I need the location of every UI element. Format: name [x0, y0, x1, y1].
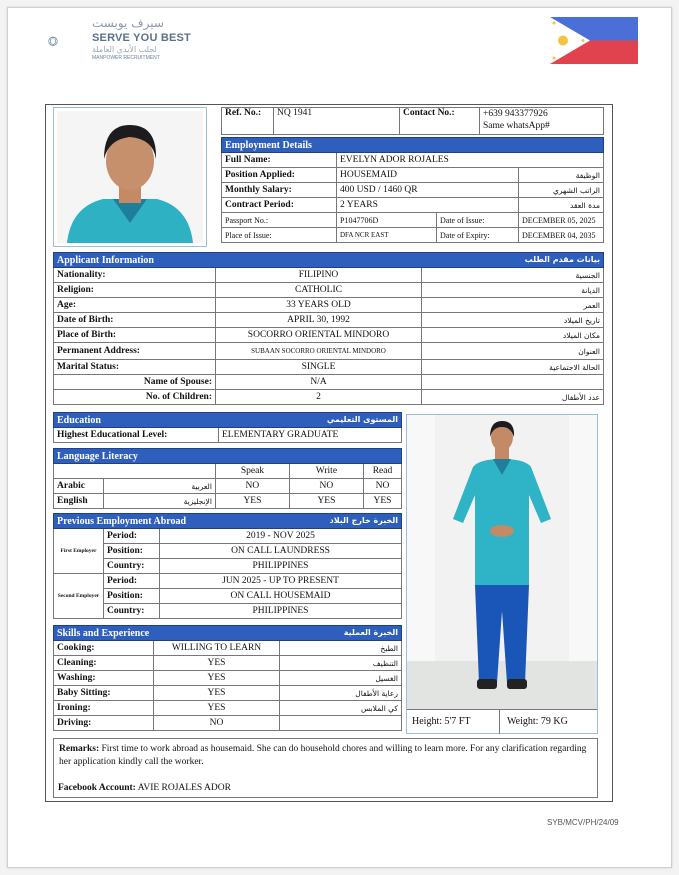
- education-header: [54, 413, 402, 428]
- table-row: [54, 716, 402, 731]
- row-label: Religion:: [54, 283, 216, 298]
- row-ar: الحالة الاجتماعية: [422, 360, 604, 375]
- row-value: 33 YEARS OLD: [216, 298, 422, 313]
- skill-label: Ironing:: [54, 701, 154, 716]
- full-name-label: Full Name:: [222, 153, 337, 168]
- language-ar: العربية: [104, 479, 216, 494]
- previous-title-ar: الخبرة خارج البلاد: [329, 515, 398, 525]
- expiry-value: DECEMBER 04, 2035: [519, 228, 604, 243]
- issue-date-label: Date of Issue:: [437, 213, 519, 228]
- contract-ar: مدة العقد: [519, 198, 604, 213]
- skill-value: NO: [154, 716, 280, 731]
- logo-arabic: سيرف يوبست: [92, 16, 164, 30]
- row-value: N/A: [216, 375, 422, 390]
- previous-title: Previous Employment Abroad: [57, 515, 187, 527]
- row-value: 2: [216, 390, 422, 405]
- skill-value: YES: [154, 686, 280, 701]
- table-row: [54, 604, 402, 619]
- col-read: Read: [363, 464, 401, 479]
- col-write: Write: [289, 464, 363, 479]
- remarks-text: First time to work abroad as housemaid. She can do household chores and willing to learn more. For any clarification regarding her application kindly call the worker.: [59, 744, 587, 767]
- period-value: JUN 2025 - UP TO PRESENT: [160, 574, 402, 589]
- education-label: Highest Educational Level:: [54, 428, 219, 443]
- period-label: Period:: [104, 574, 160, 589]
- contact-label: Contact No.:: [400, 108, 480, 135]
- applicant-header: [54, 253, 604, 268]
- logo-sub: MANPOWER RECRUITMENT: [92, 55, 160, 61]
- position-value: ON CALL LAUNDRESS: [160, 544, 402, 559]
- height-field: [412, 716, 470, 727]
- row-ar: العنوان: [422, 343, 604, 360]
- row-value: FILIPINO: [216, 268, 422, 283]
- skill-label: Washing:: [54, 671, 154, 686]
- contact-value: +639 943377926: [483, 109, 548, 119]
- employment-table: [221, 107, 604, 135]
- philippine-flag-icon: [550, 17, 638, 64]
- facebook-value: AVIE ROJALES ADOR: [137, 783, 231, 793]
- first-employer-label: First Employer: [54, 529, 104, 574]
- table-row: [54, 328, 604, 343]
- full-name-value: EVELYN ADOR ROJALES: [337, 153, 604, 168]
- row-ar: مكان الميلاد: [422, 328, 604, 343]
- weight-field: [507, 716, 568, 727]
- position-value: HOUSEMAID: [337, 168, 519, 183]
- position-value: ON CALL HOUSEMAID: [160, 589, 402, 604]
- row-value: SINGLE: [216, 360, 422, 375]
- ref-value: NQ 1941: [274, 108, 400, 135]
- footer-code: SYB/MCV/PH/24/09: [547, 818, 619, 827]
- skill-value: WILLING TO LEARN: [154, 641, 280, 656]
- language-value: NO: [363, 479, 401, 494]
- salary-ar: الراتب الشهري: [519, 183, 604, 198]
- table-row: [54, 529, 402, 544]
- place-issue-label: Place of Issue:: [222, 228, 337, 243]
- skills-header: [54, 626, 402, 641]
- previous-employment-table: [53, 513, 402, 619]
- issue-date-value: DECEMBER 05, 2025: [519, 213, 604, 228]
- country-label: Country:: [104, 559, 160, 574]
- table-row: [54, 544, 402, 559]
- contact-note: Same whatsApp#: [483, 121, 550, 131]
- skill-label: Baby Sitting:: [54, 686, 154, 701]
- language-blank: [54, 464, 216, 479]
- applicant-table: [53, 252, 604, 405]
- education-title-ar: المستوى التعليمي: [326, 414, 398, 424]
- applicant-photo-fullbody: [406, 414, 598, 734]
- weight-label: Weight:: [507, 716, 539, 727]
- row-value: SUBAAN SOCORRO ORIENTAL MINDORO: [216, 343, 422, 360]
- skill-ar: رعاية الأطفال: [280, 686, 402, 701]
- passport-label: Passport No.:: [222, 213, 337, 228]
- position-label: Position Applied:: [222, 168, 337, 183]
- skill-value: YES: [154, 656, 280, 671]
- employment-header: Employment Details: [222, 138, 604, 153]
- row-ar: عدد الأطفال: [422, 390, 604, 405]
- row-ar: [422, 375, 604, 390]
- row-value: APRIL 30, 1992: [216, 313, 422, 328]
- table-row: [54, 390, 604, 405]
- row-label: Date of Birth:: [54, 313, 216, 328]
- skill-value: YES: [154, 701, 280, 716]
- col-speak: Speak: [215, 464, 289, 479]
- logo-arabic-sub: لجلب الأيدي العاملة: [92, 45, 157, 54]
- table-row: [54, 574, 402, 589]
- salary-label: Monthly Salary:: [222, 183, 337, 198]
- height-value: 5'7 FT: [444, 716, 471, 727]
- skill-ar: الطبخ: [280, 641, 402, 656]
- position-label: Position:: [104, 589, 160, 604]
- table-row: [54, 656, 402, 671]
- logo-icon: [48, 20, 88, 64]
- facebook-field: [58, 783, 231, 793]
- table-row: [54, 494, 402, 509]
- row-label: Permanent Address:: [54, 343, 216, 360]
- row-ar: الديانة: [422, 283, 604, 298]
- table-row: [54, 641, 402, 656]
- table-row: [54, 479, 402, 494]
- row-ar: تاريخ الميلاد: [422, 313, 604, 328]
- country-value: PHILIPPINES: [160, 559, 402, 574]
- skill-ar: الغسيل: [280, 671, 402, 686]
- education-value: ELEMENTARY GRADUATE: [219, 428, 402, 443]
- row-label: Place of Birth:: [54, 328, 216, 343]
- previous-header: [54, 514, 402, 529]
- divider: [499, 709, 500, 734]
- table-row: [54, 343, 604, 360]
- row-ar: العمر: [422, 298, 604, 313]
- table-row: [54, 313, 604, 328]
- row-value: SOCORRO ORIENTAL MINDORO: [216, 328, 422, 343]
- table-row: [54, 268, 604, 283]
- applicant-title: Applicant Information: [57, 254, 154, 266]
- table-row: [54, 360, 604, 375]
- language-value: NO: [289, 479, 363, 494]
- table-row: [54, 283, 604, 298]
- table-row: [54, 671, 402, 686]
- row-label: Marital Status:: [54, 360, 216, 375]
- language-value: NO: [215, 479, 289, 494]
- skills-title: Skills and Experience: [57, 627, 150, 639]
- remarks-label: Remarks:: [59, 744, 100, 754]
- skill-label: Cleaning:: [54, 656, 154, 671]
- applicant-photo-portrait: [53, 107, 207, 247]
- contact-cell: [480, 108, 604, 135]
- weight-value: 79 KG: [540, 716, 568, 727]
- language-label: English: [54, 494, 104, 509]
- row-label: Nationality:: [54, 268, 216, 283]
- employment-details-table: [221, 137, 604, 243]
- logo-name: SERVE YOU BEST: [92, 32, 191, 44]
- fullbody-image: [407, 415, 597, 709]
- table-row: [54, 589, 402, 604]
- skill-ar: [280, 716, 402, 731]
- expiry-label: Date of Expiry:: [437, 228, 519, 243]
- place-issue-value: DFA NCR EAST: [337, 228, 437, 243]
- passport-value: P1047706D: [337, 213, 437, 228]
- skill-value: YES: [154, 671, 280, 686]
- country-value: PHILIPPINES: [160, 604, 402, 619]
- position-label: Position:: [104, 544, 160, 559]
- education-table: [53, 412, 402, 443]
- height-label: Height:: [412, 716, 442, 727]
- row-label: No. of Children:: [54, 390, 216, 405]
- table-row: [54, 375, 604, 390]
- second-employer-label: Second Employer: [54, 574, 104, 619]
- salary-value: 400 USD / 1460 QR: [337, 183, 519, 198]
- period-label: Period:: [104, 529, 160, 544]
- country-label: Country:: [104, 604, 160, 619]
- language-table: [53, 448, 402, 509]
- row-ar: الجنسية: [422, 268, 604, 283]
- portrait-image: [57, 111, 203, 243]
- ref-label: Ref. No.:: [222, 108, 274, 135]
- skill-ar: كي الملابس: [280, 701, 402, 716]
- position-ar: الوظيفة: [519, 168, 604, 183]
- divider: [407, 709, 597, 710]
- skill-label: Driving:: [54, 716, 154, 731]
- row-label: Name of Spouse:: [54, 375, 216, 390]
- language-value: YES: [215, 494, 289, 509]
- table-row: [54, 298, 604, 313]
- skill-label: Cooking:: [54, 641, 154, 656]
- language-value: YES: [363, 494, 401, 509]
- contract-label: Contract Period:: [222, 198, 337, 213]
- skills-table: [53, 625, 402, 731]
- skill-ar: التنظيف: [280, 656, 402, 671]
- table-row: [54, 701, 402, 716]
- language-header: Language Literacy: [54, 449, 402, 464]
- row-label: Age:: [54, 298, 216, 313]
- skills-title-ar: الخبرة العملية: [343, 627, 398, 637]
- contract-value: 2 YEARS: [337, 198, 519, 213]
- language-label: Arabic: [54, 479, 104, 494]
- applicant-title-ar: بيانات مقدم الطلب: [524, 254, 600, 264]
- facebook-label: Facebook Account:: [58, 783, 136, 793]
- education-title: Education: [57, 414, 101, 426]
- row-value: CATHOLIC: [216, 283, 422, 298]
- language-ar: الإنجليزية: [104, 494, 216, 509]
- language-value: YES: [289, 494, 363, 509]
- table-row: [54, 559, 402, 574]
- period-value: 2019 - NOV 2025: [160, 529, 402, 544]
- table-row: [54, 686, 402, 701]
